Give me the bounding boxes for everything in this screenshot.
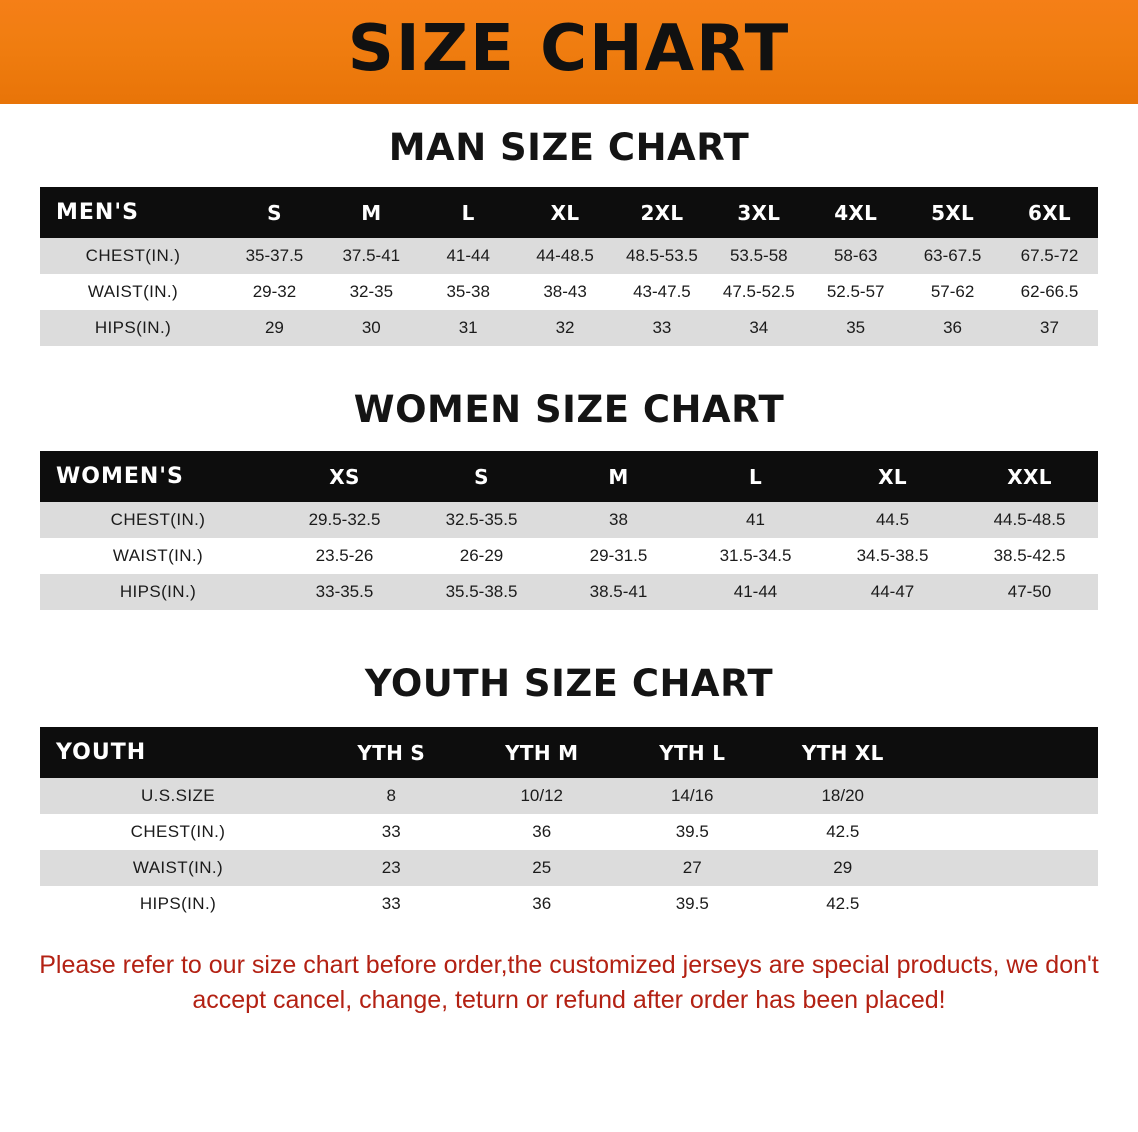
women-header-cell-2: S bbox=[413, 451, 550, 502]
youth-row-0-cell-0: 8 bbox=[316, 778, 467, 814]
man-row-2-cell-7: 36 bbox=[904, 310, 1001, 346]
women-row-0-cell-0: 29.5-32.5 bbox=[276, 502, 413, 538]
women-row-2-cell-4: 44-47 bbox=[824, 574, 961, 610]
man-row-0-label: CHEST(IN.) bbox=[40, 238, 226, 274]
man-row-2-cell-6: 35 bbox=[807, 310, 904, 346]
man-header-cell-6: 3XL bbox=[710, 187, 807, 238]
man-row-2-cell-5: 34 bbox=[710, 310, 807, 346]
man-row-0-cell-8: 67.5-72 bbox=[1001, 238, 1098, 274]
women-header-cell-0: WOMEN'S bbox=[40, 451, 276, 502]
man-row-1-cell-4: 43-47.5 bbox=[614, 274, 711, 310]
women-row-1-cell-1: 26-29 bbox=[413, 538, 550, 574]
youth-row-0-cell-1: 10/12 bbox=[467, 778, 618, 814]
youth-row-3-cell-2: 39.5 bbox=[617, 886, 768, 922]
women-row-1-cell-5: 38.5-42.5 bbox=[961, 538, 1098, 574]
women-row-1-cell-2: 29-31.5 bbox=[550, 538, 687, 574]
man-row-0-cell-3: 44-48.5 bbox=[517, 238, 614, 274]
women-row-2-cell-1: 35.5-38.5 bbox=[413, 574, 550, 610]
man-row-1-cell-3: 38-43 bbox=[517, 274, 614, 310]
man-row-2-cell-1: 30 bbox=[323, 310, 420, 346]
man-row-1-cell-6: 52.5-57 bbox=[807, 274, 904, 310]
man-row-0-cell-0: 35-37.5 bbox=[226, 238, 323, 274]
youth-row-0-cell-2: 14/16 bbox=[617, 778, 768, 814]
youth-header-cell-1: YTH S bbox=[316, 727, 467, 778]
youth-row-3-cell-1: 36 bbox=[467, 886, 618, 922]
man-row-0-cell-7: 63-67.5 bbox=[904, 238, 1001, 274]
youth-row-2-spacer bbox=[918, 850, 1098, 886]
man-header-cell-1: S bbox=[226, 187, 323, 238]
table-row bbox=[40, 274, 1098, 310]
women-header-cell-5: XL bbox=[824, 451, 961, 502]
youth-row-2-label: WAIST(IN.) bbox=[40, 850, 316, 886]
youth-row-3-spacer bbox=[918, 886, 1098, 922]
man-section-heading: MAN SIZE CHART bbox=[388, 126, 750, 169]
table-row bbox=[40, 538, 1098, 574]
man-row-2-cell-4: 33 bbox=[614, 310, 711, 346]
youth-header-spacer bbox=[918, 727, 1098, 778]
youth-row-2-cell-0: 23 bbox=[316, 850, 467, 886]
page-title: SIZE CHART bbox=[347, 12, 791, 86]
youth-table-header-row bbox=[40, 727, 1098, 778]
man-row-2-cell-2: 31 bbox=[420, 310, 517, 346]
youth-row-3-cell-3: 42.5 bbox=[768, 886, 919, 922]
women-table-header-row bbox=[40, 451, 1098, 502]
women-row-1-cell-0: 23.5-26 bbox=[276, 538, 413, 574]
women-row-0-cell-3: 41 bbox=[687, 502, 824, 538]
youth-row-2-cell-2: 27 bbox=[617, 850, 768, 886]
women-row-2-label: HIPS(IN.) bbox=[40, 574, 276, 610]
man-row-1-cell-2: 35-38 bbox=[420, 274, 517, 310]
man-row-2-cell-8: 37 bbox=[1001, 310, 1098, 346]
women-size-table bbox=[40, 451, 1098, 610]
man-header-cell-2: M bbox=[323, 187, 420, 238]
man-row-1-cell-5: 47.5-52.5 bbox=[710, 274, 807, 310]
table-row bbox=[40, 238, 1098, 274]
man-row-2-label: HIPS(IN.) bbox=[40, 310, 226, 346]
women-header-cell-4: L bbox=[687, 451, 824, 502]
table-row bbox=[40, 778, 1098, 814]
man-table-header-row bbox=[40, 187, 1098, 238]
youth-section-heading: YOUTH SIZE CHART bbox=[364, 662, 774, 705]
women-row-1-cell-3: 31.5-34.5 bbox=[687, 538, 824, 574]
youth-header-cell-3: YTH L bbox=[617, 727, 768, 778]
man-row-1-cell-7: 57-62 bbox=[904, 274, 1001, 310]
youth-header-cell-0: YOUTH bbox=[40, 727, 316, 778]
man-row-1-label: WAIST(IN.) bbox=[40, 274, 226, 310]
table-row bbox=[40, 886, 1098, 922]
women-row-0-cell-2: 38 bbox=[550, 502, 687, 538]
women-header-cell-3: M bbox=[550, 451, 687, 502]
man-row-1-cell-1: 32-35 bbox=[323, 274, 420, 310]
women-row-0-cell-5: 44.5-48.5 bbox=[961, 502, 1098, 538]
table-row bbox=[40, 502, 1098, 538]
youth-row-0-spacer bbox=[918, 778, 1098, 814]
women-row-0-cell-4: 44.5 bbox=[824, 502, 961, 538]
women-row-1-cell-4: 34.5-38.5 bbox=[824, 538, 961, 574]
women-row-1-label: WAIST(IN.) bbox=[40, 538, 276, 574]
youth-row-1-cell-0: 33 bbox=[316, 814, 467, 850]
man-row-1-cell-8: 62-66.5 bbox=[1001, 274, 1098, 310]
youth-table-wrap bbox=[40, 727, 1098, 922]
women-row-2-cell-0: 33-35.5 bbox=[276, 574, 413, 610]
table-row bbox=[40, 814, 1098, 850]
youth-row-3-cell-0: 33 bbox=[316, 886, 467, 922]
youth-row-1-label: CHEST(IN.) bbox=[40, 814, 316, 850]
table-row bbox=[40, 850, 1098, 886]
man-row-0-cell-4: 48.5-53.5 bbox=[614, 238, 711, 274]
women-table-wrap bbox=[40, 451, 1098, 610]
man-header-cell-5: 2XL bbox=[614, 187, 711, 238]
man-row-1-cell-0: 29-32 bbox=[226, 274, 323, 310]
women-row-2-cell-3: 41-44 bbox=[687, 574, 824, 610]
man-size-table bbox=[40, 187, 1098, 346]
women-header-cell-1: XS bbox=[276, 451, 413, 502]
youth-row-1-cell-3: 42.5 bbox=[768, 814, 919, 850]
women-row-0-label: CHEST(IN.) bbox=[40, 502, 276, 538]
man-row-0-cell-6: 58-63 bbox=[807, 238, 904, 274]
women-section-heading: WOMEN SIZE CHART bbox=[353, 388, 785, 431]
man-header-cell-0: MEN'S bbox=[40, 187, 226, 238]
women-row-0-cell-1: 32.5-35.5 bbox=[413, 502, 550, 538]
table-row bbox=[40, 310, 1098, 346]
youth-header-cell-2: YTH M bbox=[467, 727, 618, 778]
youth-size-table bbox=[40, 727, 1098, 922]
women-row-2-cell-5: 47-50 bbox=[961, 574, 1098, 610]
table-row bbox=[40, 574, 1098, 610]
youth-row-0-cell-3: 18/20 bbox=[768, 778, 919, 814]
youth-row-1-cell-2: 39.5 bbox=[617, 814, 768, 850]
man-row-0-cell-1: 37.5-41 bbox=[323, 238, 420, 274]
youth-header-cell-4: YTH XL bbox=[768, 727, 919, 778]
women-header-cell-6: XXL bbox=[961, 451, 1098, 502]
man-row-2-cell-0: 29 bbox=[226, 310, 323, 346]
man-row-2-cell-3: 32 bbox=[517, 310, 614, 346]
policy-note: Please refer to our size chart before order,the customized jerseys are special products, we don't accept cancel, change, teturn or refund after order has been placed! bbox=[39, 951, 1099, 1014]
youth-row-2-cell-3: 29 bbox=[768, 850, 919, 886]
youth-row-1-spacer bbox=[918, 814, 1098, 850]
man-header-cell-3: L bbox=[420, 187, 517, 238]
man-row-0-cell-2: 41-44 bbox=[420, 238, 517, 274]
man-header-cell-4: XL bbox=[517, 187, 614, 238]
man-header-cell-9: 6XL bbox=[1001, 187, 1098, 238]
page-banner bbox=[0, 0, 1138, 104]
youth-row-1-cell-1: 36 bbox=[467, 814, 618, 850]
man-header-cell-8: 5XL bbox=[904, 187, 1001, 238]
youth-row-3-label: HIPS(IN.) bbox=[40, 886, 316, 922]
man-row-0-cell-5: 53.5-58 bbox=[710, 238, 807, 274]
man-header-cell-7: 4XL bbox=[807, 187, 904, 238]
youth-row-0-label: U.S.SIZE bbox=[40, 778, 316, 814]
women-row-2-cell-2: 38.5-41 bbox=[550, 574, 687, 610]
man-table-wrap bbox=[40, 187, 1098, 346]
youth-row-2-cell-1: 25 bbox=[467, 850, 618, 886]
